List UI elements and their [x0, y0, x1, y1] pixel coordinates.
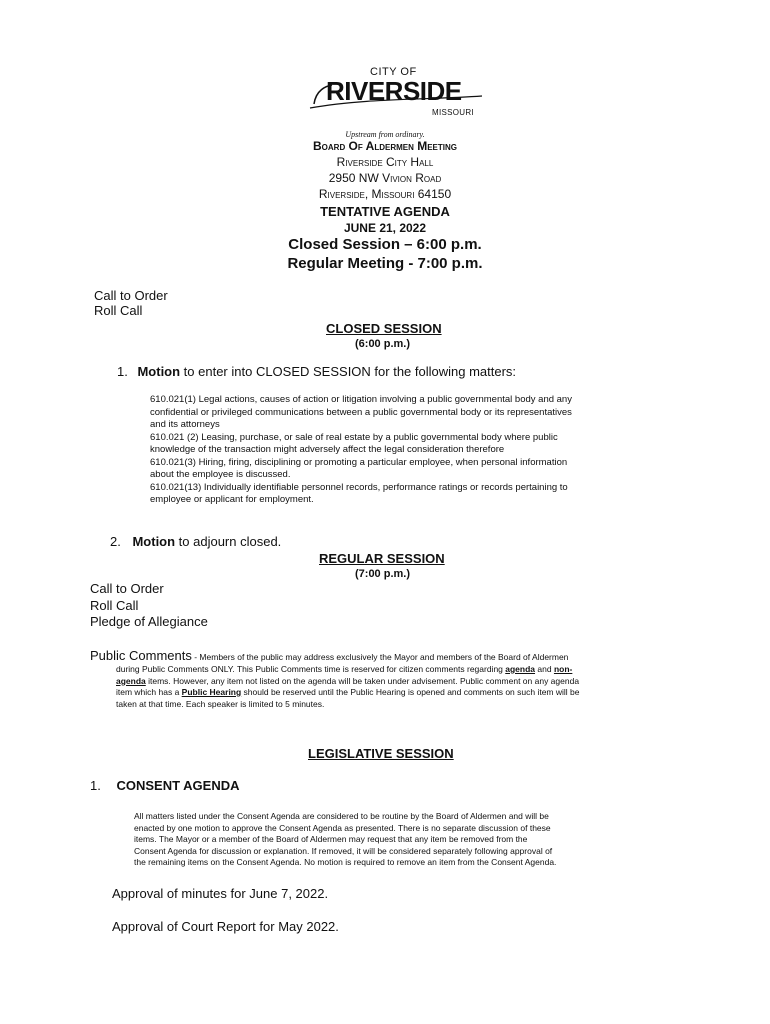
logo-state: MISSOURI	[432, 108, 474, 117]
legislative-session-heading: LEGISLATIVE SESSION	[308, 746, 454, 761]
closed-motion-item	[117, 364, 516, 379]
logo-name: RIVERSIDE	[326, 76, 462, 106]
motion-text: to adjourn closed.	[175, 534, 282, 549]
agenda-type: TENTATIVE AGENDA	[320, 204, 450, 219]
matter-line: 610.021 (2) Leasing, purchase, or sale of real estate by a public governmental body where public	[150, 431, 558, 443]
regular-call-to-order: Call to Order	[90, 581, 164, 596]
meeting-city: Riverside, Missouri 64150	[318, 187, 452, 201]
matter-line: 610.021(1) Legal actions, causes of action or litigation involving a public governmental body and any	[150, 394, 572, 405]
call-to-order: Call to Order	[94, 288, 168, 303]
closed-session-time-label: (6:00 p.m.)	[355, 338, 411, 350]
regular-session-heading: REGULAR SESSION	[319, 551, 445, 566]
item-number: 1.	[90, 778, 101, 793]
motion-label: Motion	[132, 534, 176, 549]
motion-text: to enter into CLOSED SESSION for the following matters:	[180, 364, 517, 379]
item-number: 1.	[117, 364, 128, 379]
matter-line: confidential or privileged communications between a public governmental body or its representatives	[150, 406, 572, 418]
logo-city-of: CITY OF	[370, 66, 417, 78]
matter-line: 610.021(3) Hiring, firing, disciplining or promoting a particular employee, when personal information	[150, 456, 568, 468]
pc-text: during Public Comments ONLY. This Public Comments time is reserved for citizen comments regarding	[116, 664, 506, 674]
pc-agenda: agenda	[505, 664, 536, 674]
pc-text: taken at that time. Each speaker is limited to 5 minutes.	[116, 698, 325, 709]
matter-line: about the employee is discussed.	[150, 469, 291, 480]
public-comments-body	[116, 664, 686, 710]
logo-tagline: Upstream from ordinary.	[345, 130, 425, 139]
roll-call: Roll Call	[94, 303, 143, 318]
regular-meeting-time: Regular Meeting - 7:00 p.m.	[287, 255, 483, 272]
pc-text: should be reserved until the Public Hearing is opened and comments on such item will be	[241, 687, 580, 697]
meeting-date: JUNE 21, 2022	[343, 221, 427, 235]
pc-text: items. However, any item not listed on the agenda will be taken under advisement. Public comment on any agenda	[145, 675, 580, 686]
matter-line: and its attorneys	[150, 419, 220, 430]
pc-text: and	[535, 664, 554, 674]
public-comments-label: Public Comments	[90, 648, 192, 663]
matter-line: employee or applicant for employment.	[150, 494, 314, 505]
meeting-venue: Riverside City Hall	[336, 155, 434, 169]
regular-roll-call: Roll Call	[90, 598, 139, 613]
meeting-address: 2950 NW Vivion Road	[328, 171, 442, 185]
pc-text: item which has a	[116, 687, 182, 697]
matter-line: 610.021(13) Individually identifiable personnel records, performance ratings or records pertaining to	[150, 481, 568, 493]
approval-court-report: Approval of Court Report for May 2022.	[112, 919, 339, 934]
regular-session-time-label: (7:00 p.m.)	[355, 568, 411, 580]
pc-public-hearing: Public Hearing	[181, 687, 242, 697]
matter-line: knowledge of the transaction might adversely affect the legal consideration therefore	[150, 444, 505, 455]
consent-agenda-title: CONSENT AGENDA	[116, 778, 240, 793]
meeting-body: Board Of Aldermen Meeting	[313, 139, 457, 153]
consent-line: items. The Mayor or a member of the Board of Aldermen may request that any item be removed from the	[134, 834, 528, 844]
consent-line: Consent Agenda for discussion or explanation. If removed, it will be considered separately following approval of	[134, 845, 553, 856]
pc-non: non-	[553, 664, 573, 674]
approval-minutes: Approval of minutes for June 7, 2022.	[112, 886, 329, 901]
closed-session-time: Closed Session – 6:00 p.m.	[288, 236, 482, 253]
consent-line: the remaining items on the Consent Agenda. No motion is required to remove an item from the Consent Agenda.	[134, 857, 557, 867]
public-comments	[90, 647, 568, 665]
closed-session-heading: CLOSED SESSION	[326, 321, 442, 336]
motion-label: Motion	[137, 364, 181, 379]
consent-line: All matters listed under the Consent Agenda are considered to be routine by the Board of Aldermen and will be	[134, 811, 549, 821]
pc-agenda: agenda	[116, 675, 146, 686]
consent-agenda-item	[90, 778, 240, 793]
item-number: 2.	[110, 534, 121, 549]
consent-line: enacted by one motion to approve the Consent Agenda as presented. There is no separate discussion of these	[134, 822, 551, 833]
pledge-of-allegiance: Pledge of Allegiance	[90, 614, 208, 629]
public-comments-lead: - Members of the public may address exclusively the Mayor and members of the Board of Aldermen	[191, 652, 569, 662]
adjourn-motion-item	[110, 534, 281, 549]
closed-matters-list	[150, 394, 670, 507]
consent-agenda-description	[134, 811, 674, 869]
